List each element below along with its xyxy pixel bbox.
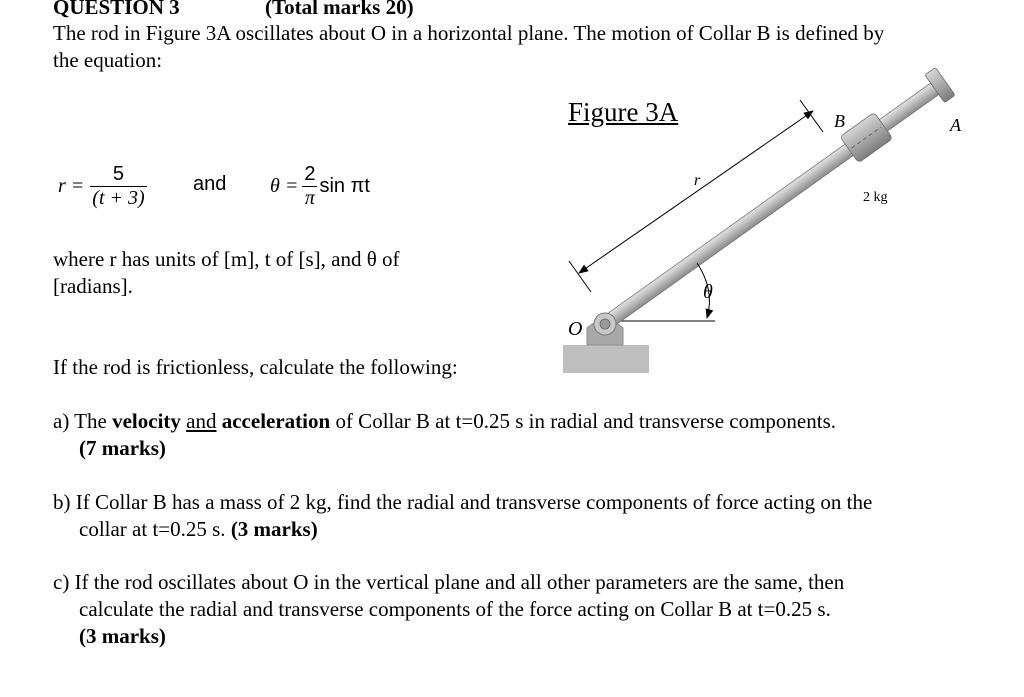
label-r: r xyxy=(694,172,701,189)
total-marks: (Total marks 20) xyxy=(265,0,414,19)
equation-theta-denominator: π xyxy=(302,186,317,210)
part-b-line-1: b) If Collar B has a mass of 2 kg, find the radial and transverse components of force acting on the xyxy=(53,490,873,514)
part-a-suffix: of Collar B at t=0.25 s in radial and transverse components. xyxy=(330,409,837,433)
question-number: QUESTION 3 xyxy=(53,0,180,19)
part-b-marks: (3 marks) xyxy=(230,517,318,541)
rod-body xyxy=(601,80,943,329)
units-line-2: [radians]. xyxy=(53,274,133,298)
equation-r xyxy=(58,156,147,216)
figure-3a-diagram xyxy=(555,60,985,380)
equation-r-fraction xyxy=(90,163,146,210)
pivot-pin-center xyxy=(600,319,610,329)
label-mass: 2 kg xyxy=(863,190,888,205)
equation-theta xyxy=(270,156,370,216)
instruction-prompt: If the rod is frictionless, calculate the following: xyxy=(53,355,458,379)
rod xyxy=(595,67,955,337)
part-a-line-1 xyxy=(53,408,836,435)
part-b-line-2-text: collar at t=0.25 s. xyxy=(79,517,231,541)
equation-theta-fraction xyxy=(302,163,317,210)
part-c-marks-text: (3 marks) xyxy=(79,624,166,648)
part-c-line-1: c) If the rod oscillates about O in the vertical plane and all other parameters are the same, then xyxy=(53,570,845,594)
label-a: A xyxy=(950,115,961,135)
units-line-1: where r has units of [m], t of [s], and θ of xyxy=(53,247,400,271)
part-a-marks xyxy=(79,435,166,462)
part-c-line-2: calculate the radial and transverse components of the force acting on Collar B at t=0.25 s. xyxy=(79,597,831,621)
label-b: B xyxy=(834,111,845,131)
equation-theta-lhs: θ = xyxy=(270,174,299,197)
dimension-extension-end xyxy=(800,100,823,132)
intro-line-2: the equation: xyxy=(53,48,163,72)
intro-line-1: The rod in Figure 3A oscillates about O in a horizontal plane. The motion of Collar B is defined by xyxy=(53,21,885,45)
equation-theta-numerator: 2 xyxy=(304,162,316,185)
part-a-velocity: velocity xyxy=(112,409,181,433)
part-a-acceleration: acceleration xyxy=(221,409,331,433)
label-o: O xyxy=(568,318,583,340)
equation-theta-rhs: sin πt xyxy=(319,174,370,197)
label-theta: θ xyxy=(703,281,713,303)
part-a-prefix: a) The xyxy=(53,409,113,433)
equation-and: and xyxy=(193,173,227,195)
part-b-line-2 xyxy=(79,516,318,543)
part-a-and: and xyxy=(186,409,217,433)
equation-r-numerator: 5 xyxy=(112,162,125,185)
ground-support xyxy=(563,345,649,373)
equation-r-denominator: (t + 3) xyxy=(92,186,145,209)
equation-r-lhs: r = xyxy=(58,174,85,197)
part-a-marks-text: (7 marks) xyxy=(79,436,166,460)
part-c-marks xyxy=(79,623,166,650)
figure-title: Figure 3A xyxy=(568,97,679,127)
dimension-extension-start xyxy=(569,261,591,292)
